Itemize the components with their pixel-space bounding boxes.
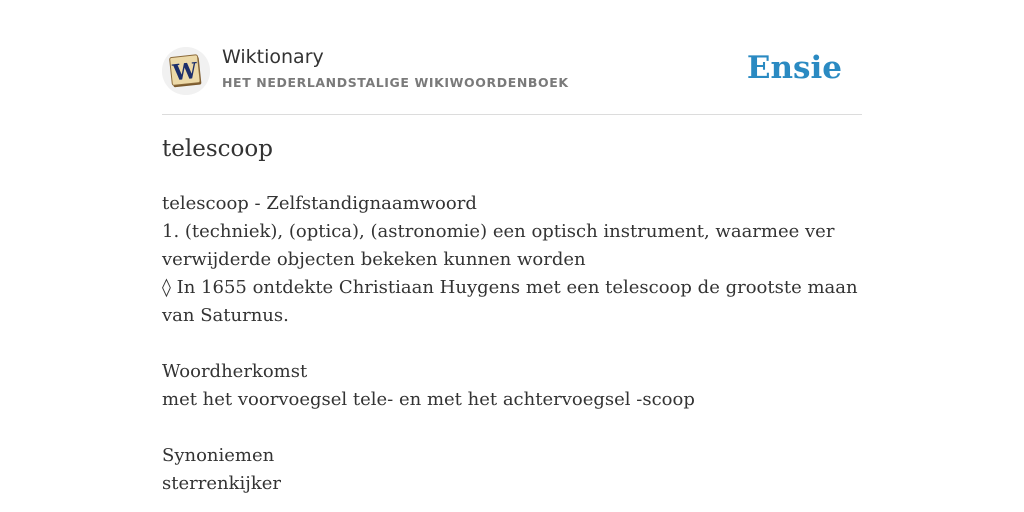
site-title[interactable]: Wiktionary [222,46,324,68]
entry-title: telescoop [162,136,273,162]
spacer [162,414,862,442]
etymology-text: met het voorvoegsel tele- en met het achtervoegsel -scoop [162,389,695,410]
definition-text: 1. (techniek), (optica), (astronomie) een optisch instrument, waarmee ver verwijderde objecten bekeken kunnen worden [162,221,835,270]
example-sentence: ◊ In 1655 ontdekte Christiaan Huygens met een telescoop de grootste maan van Saturnus. [162,277,858,326]
entry-content [162,190,862,498]
synonyms-text: sterrenkijker [162,473,281,494]
site-header [162,44,862,115]
word-type-line: telescoop - Zelfstandignaamwoord [162,193,477,214]
etymology-heading: Woordherkomst [162,361,308,382]
wiktionary-logo-icon[interactable] [162,47,210,95]
ensie-brand-link[interactable]: Ensie [746,50,842,86]
svg-text:W: W [171,57,199,87]
spacer [162,330,862,358]
site-subtitle: HET NEDERLANDSTALIGE WIKIWOORDENBOEK [222,75,569,90]
synonyms-heading: Synoniemen [162,445,275,466]
